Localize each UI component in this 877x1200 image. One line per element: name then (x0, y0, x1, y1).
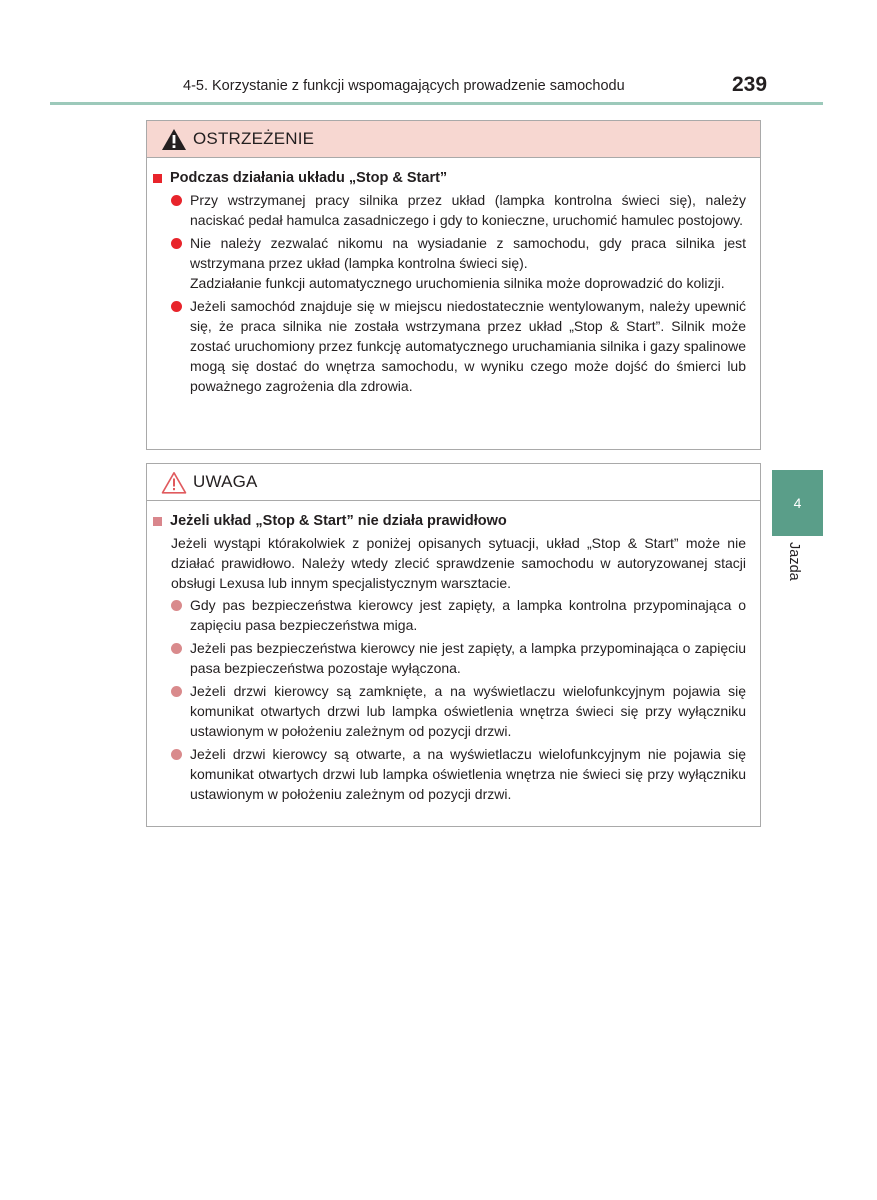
list-item (153, 190, 746, 230)
section-marker-icon (153, 517, 162, 526)
list-item (153, 296, 746, 396)
caution-intro: Jeżeli wystąpi którakolwiek z poniżej opisanych sytuacji, układ „Stop & Start” może nie działać prawidłowo. Należy wtedy zlecić sprawdzenie samochodu w autoryzowanej stacji obsługi Lexusa lub innym specjalistycznym warsztacie. (171, 535, 746, 591)
list-item (153, 233, 746, 293)
bullet-icon (171, 195, 182, 206)
list-item-text: Gdy pas bezpieczeństwa kierowcy jest zapięty, a lampka kontrolna przypominająca o zapięciu pasa bezpieczeństwa miga. (190, 597, 746, 633)
caution-section-title (153, 513, 746, 529)
warning-triangle-filled-icon (161, 128, 187, 151)
warning-triangle-outline-icon (161, 471, 187, 494)
list-item-text-continued: Zadziałanie funkcji automatycznego uruchomienia silnika może doprowadzić do kolizji. (190, 275, 725, 291)
bullet-icon (171, 238, 182, 249)
warning-section-title-text: Podczas działania układu „Stop & Start” (170, 170, 448, 186)
warning-list (153, 190, 746, 396)
list-item-text: Jeżeli drzwi kierowcy są zamknięte, a na wyświetlaczu wielofunkcyjnym pojawia się komunikat otwartych drzwi lub lampka oświetlenia wnętrza świeci się przy wyłączniku ustawionym w położeniu zależnym od pozycji drzwi. (190, 683, 746, 739)
header-rule (50, 102, 823, 105)
caution-box-header (147, 464, 760, 501)
bullet-icon (171, 643, 182, 654)
warning-box-header (147, 121, 760, 158)
list-item (153, 638, 746, 678)
list-item (153, 681, 746, 741)
bullet-icon (171, 301, 182, 312)
warning-box-body (147, 158, 760, 396)
caution-section-title-text: Jeżeli układ „Stop & Start” nie działa prawidłowo (170, 513, 507, 529)
header-title: 4-5. Korzystanie z funkcji wspomagających prowadzenie samochodu (183, 78, 625, 94)
list-item-text: Jeżeli samochód znajduje się w miejscu niedostatecznie wentylowanym, należy upewnić się, że praca silnika nie została wstrzymana przez układ „Stop & Start”. Silnik może zostać uruchomiony przez funkcję automatycznego uruchamiania silnika i gazy spalinowe mogą się dostać do wnętrza samochodu, w wyniku czego może dojść do śmierci lub poważnego zagrożenia dla zdrowia. (190, 298, 746, 394)
chapter-label: Jazda (786, 542, 802, 581)
bullet-icon (171, 749, 182, 760)
page-number: 239 (732, 73, 768, 96)
caution-box-body (147, 501, 760, 804)
list-item (153, 595, 746, 635)
caution-box (146, 463, 761, 827)
bullet-icon (171, 686, 182, 697)
list-item-text: Nie należy zezwalać nikomu na wysiadanie z samochodu, gdy praca silnika jest wstrzymana przez układ (lampka kontrolna świeci się). (190, 235, 746, 271)
chapter-number: 4 (793, 495, 802, 511)
warning-section-title (153, 170, 746, 186)
caution-list (153, 595, 746, 804)
list-item-text: Jeżeli pas bezpieczeństwa kierowcy nie jest zapięty, a lampka przypominająca o zapięciu pasa bezpieczeństwa pozostaje wyłączona. (190, 640, 746, 676)
warning-box (146, 120, 761, 450)
list-item-text: Przy wstrzymanej pracy silnika przez układ (lampka kontrolna świeci się), należy naciskać pedał hamulca zasadniczego i gdy to konieczne, uruchomić hamulec postojowy. (190, 192, 746, 228)
chapter-tab (772, 470, 823, 536)
caution-box-title: UWAGA (193, 472, 258, 491)
list-item (153, 744, 746, 804)
list-item-text: Jeżeli drzwi kierowcy są otwarte, a na wyświetlaczu wielofunkcyjnym nie pojawia się komunikat otwartych drzwi lub lampka oświetlenia wnętrza nie świeci się przy wyłączniku ustawionym w położeniu zależnym od pozycji drzwi. (190, 746, 746, 802)
bullet-icon (171, 600, 182, 611)
section-marker-icon (153, 174, 162, 183)
warning-box-title: OSTRZEŻENIE (193, 129, 315, 148)
